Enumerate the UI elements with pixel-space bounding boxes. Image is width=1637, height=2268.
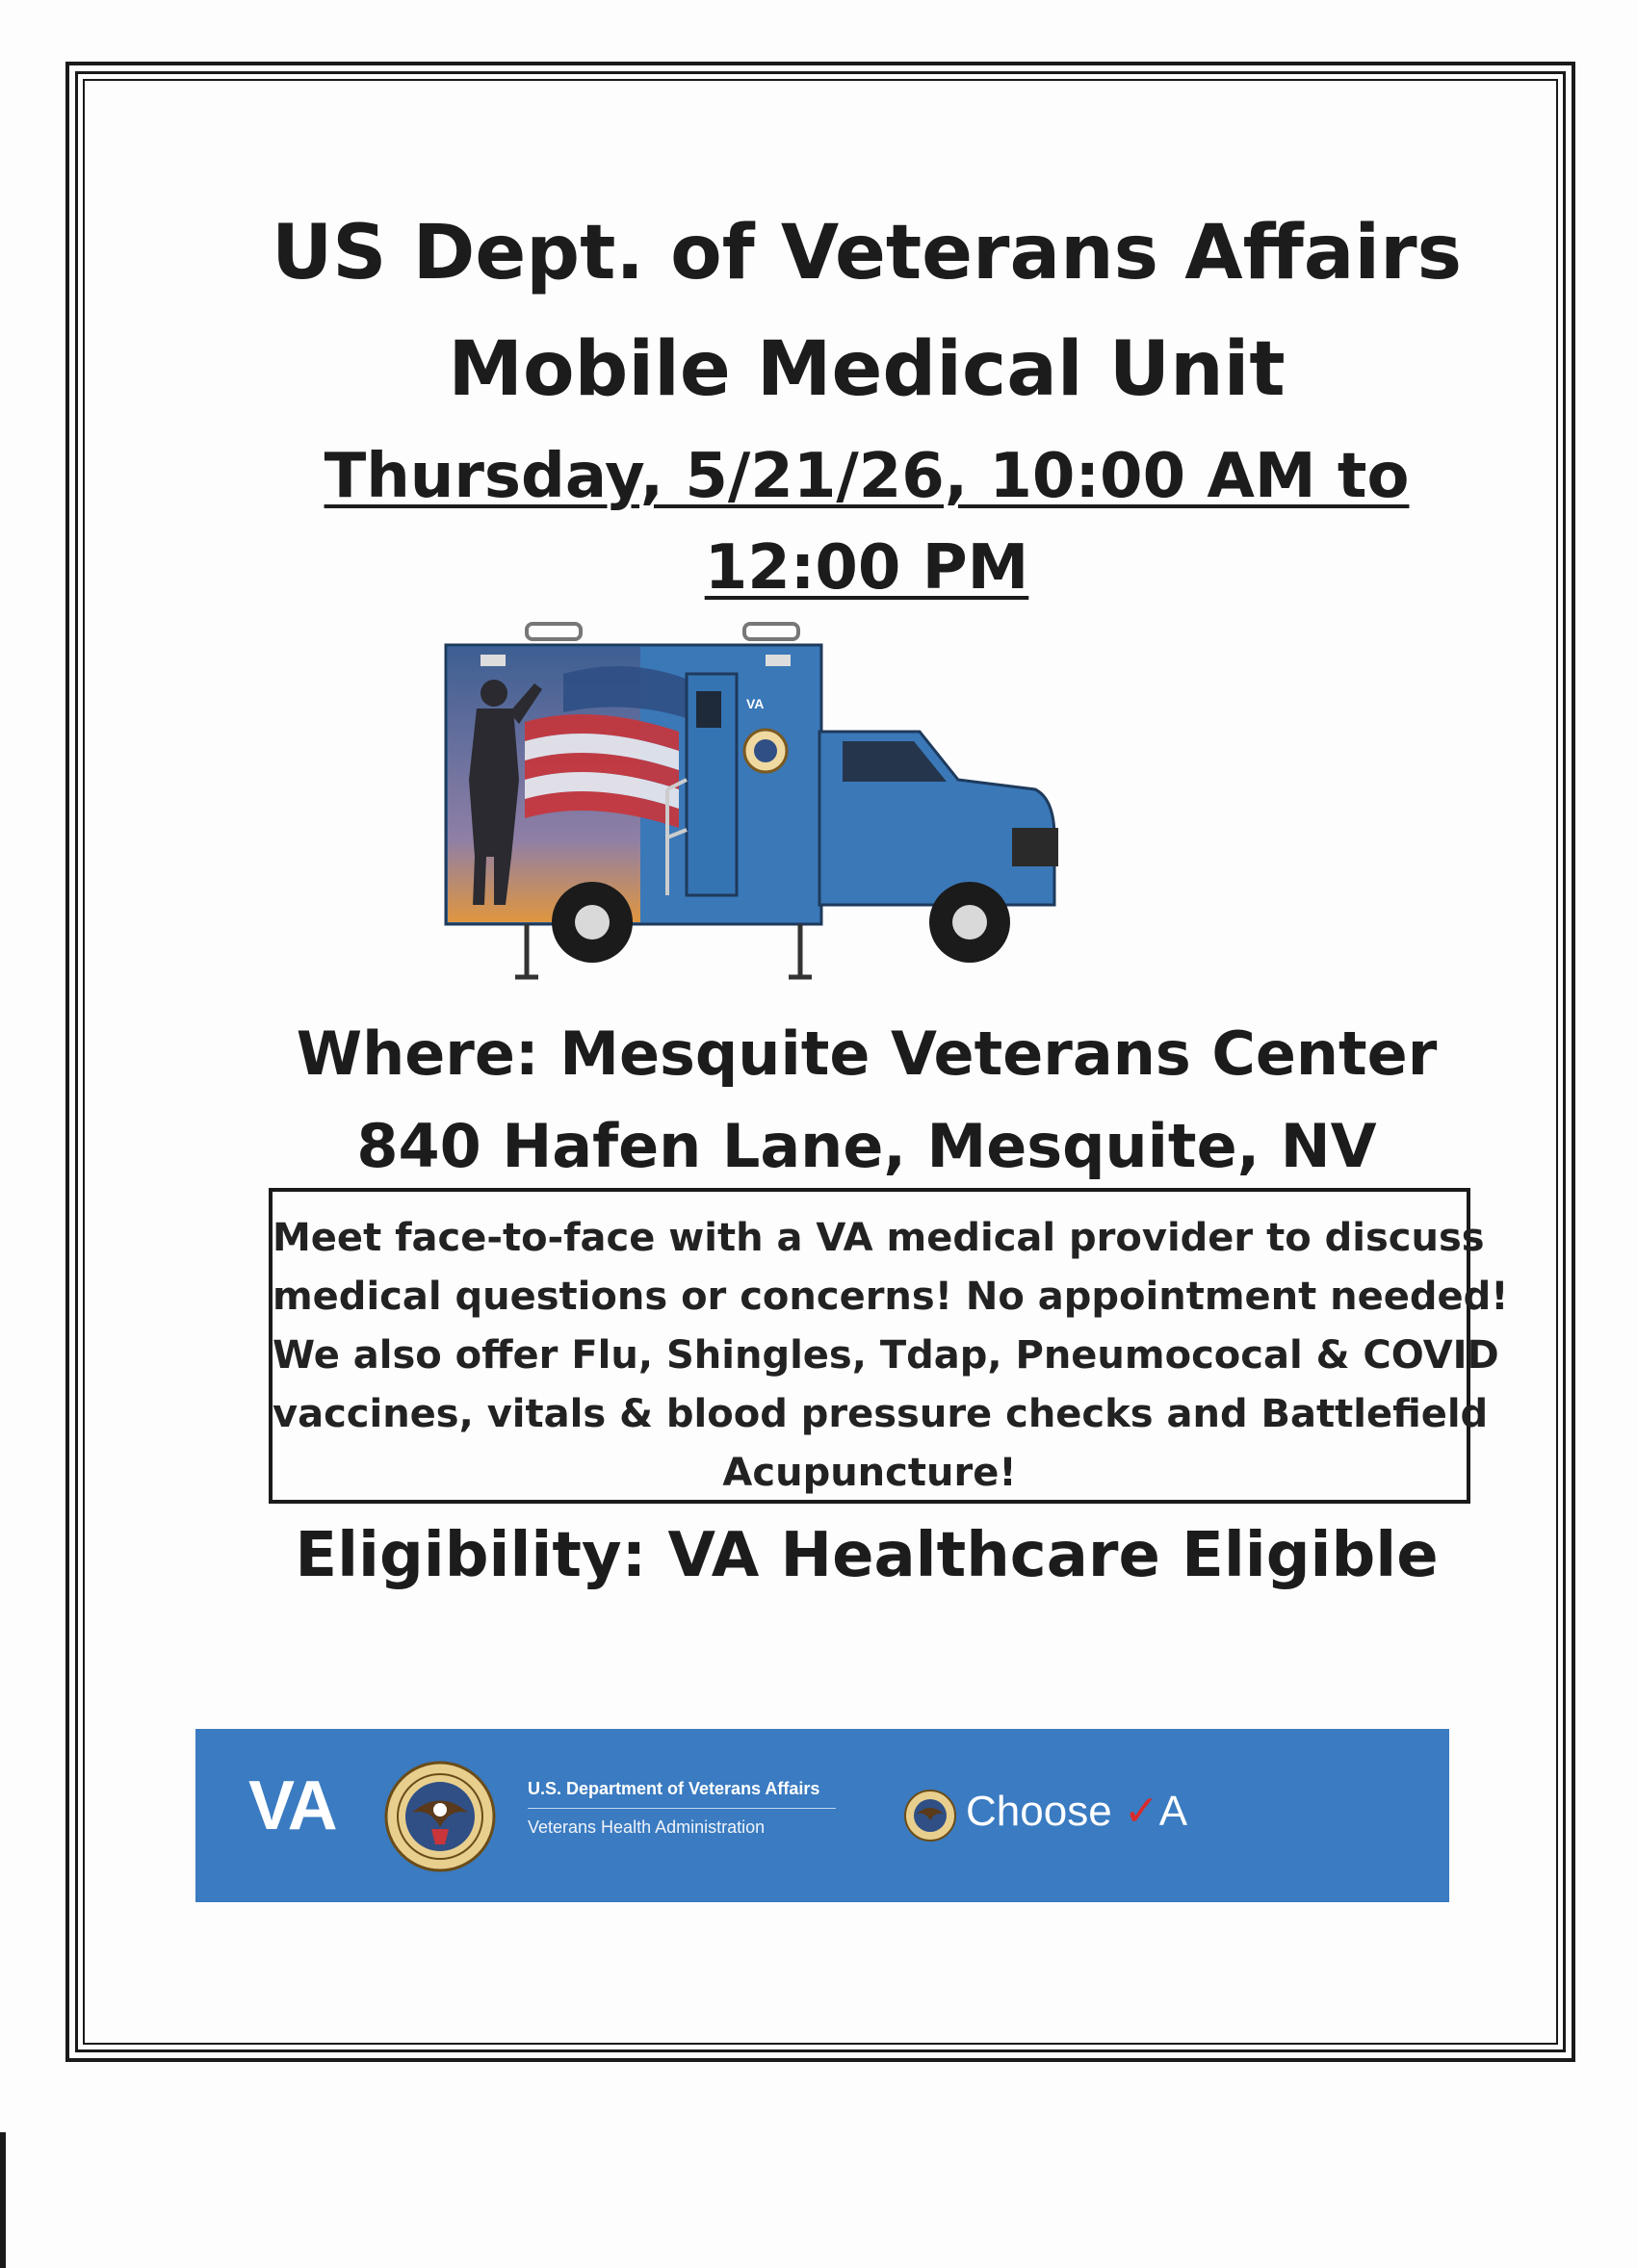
- va-department-name: U.S. Department of Veterans Affairs: [528, 1779, 820, 1798]
- mobile-medical-truck-icon: [438, 616, 1295, 992]
- title-line-2: Mobile Medical Unit: [448, 326, 1286, 413]
- location-name: Where: Mesquite Veterans Center: [296, 1018, 1438, 1089]
- title-line-1: US Dept. of Veterans Affairs: [271, 210, 1463, 296]
- info-line-3: We also offer Flu, Shingles, Tdap, Pneumococal & COVID: [273, 1333, 1499, 1378]
- info-line-1: Meet face-to-face with a VA medical provider to discuss: [273, 1216, 1485, 1260]
- va-administration-name: Veterans Health Administration: [528, 1817, 766, 1837]
- choose-va-suffix: A: [1158, 1788, 1188, 1835]
- eligibility-text: Eligibility: VA Healthcare Eligible: [295, 1520, 1439, 1591]
- va-footer-banner: [195, 1729, 1449, 1902]
- va-seal-small-icon: [903, 1789, 957, 1843]
- choose-text: Choose: [966, 1788, 1112, 1835]
- scan-edge-mark: [0, 2132, 6, 2268]
- va-seal-icon: [383, 1760, 497, 1873]
- choose-va-logo: [966, 1788, 1188, 1835]
- banner-divider: [528, 1808, 836, 1809]
- event-date-line-1: [96, 441, 1637, 512]
- checkmark-icon: ✓: [1123, 1788, 1159, 1835]
- info-line-5: Acupuncture!: [722, 1451, 1017, 1495]
- info-line-4: vaccines, vitals & blood pressure checks and Battlefield: [273, 1392, 1489, 1436]
- truck-va-label: VA: [746, 696, 765, 711]
- event-date-text-1: Thursday, 5/21/26, 10:00 AM to: [324, 441, 1410, 512]
- info-line-2: medical questions or concerns! No appointment needed!: [273, 1275, 1509, 1319]
- location-address: 840 Hafen Lane, Mesquite, NV: [356, 1111, 1377, 1181]
- event-date-text-2: 12:00 PM: [704, 532, 1029, 604]
- va-logo-text: VA: [248, 1767, 336, 1844]
- event-date-line-2: [96, 532, 1637, 604]
- services-info-box: [269, 1188, 1509, 1504]
